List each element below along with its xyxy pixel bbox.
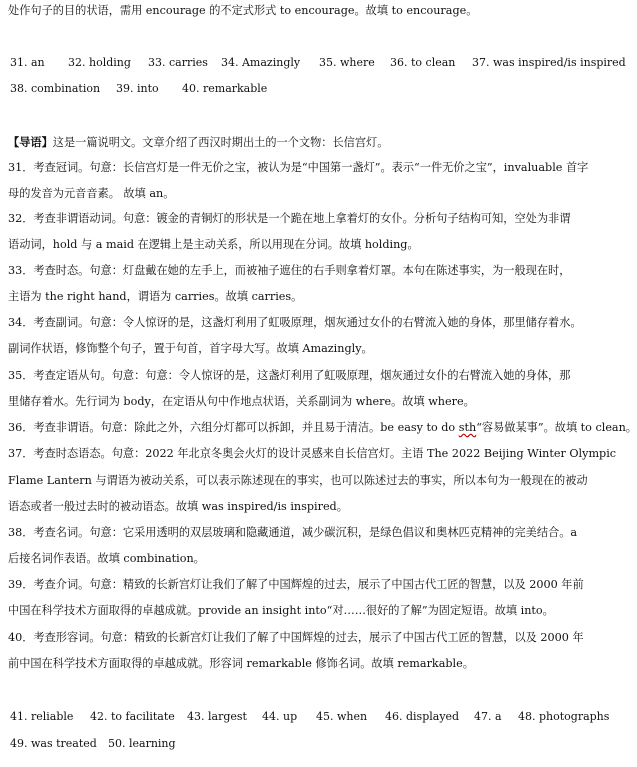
explanation-35-line-1: 35．考查定语从句。句意：句意：令人惊讶的是，这盏灯利用了虹吸原理，烟灰通过女仆的右臂流入她的身体，那 — [8, 369, 571, 382]
explanation-37-line-1: 37．考查时态语态。句意：2022 年北京冬奥会火灯的设计灵感来自长信宫灯。主语 The 2022 Beijing Winter Olympic — [8, 447, 617, 460]
explanation-40-line-1: 40．考查形容词。句意：精致的长新宫灯让我们了解了中国辉煌的过去，展示了中国古代工匠的智慧，以及 2000 年 — [8, 631, 584, 644]
explanation-39-line-1: 39．考查介词。句意：精致的长新宫灯让我们了解了中国辉煌的过去，展示了中国古代工匠的智慧，以及 2000 年前 — [8, 578, 584, 591]
explanation-36-text: 36．考查非谓语。句意：除此之外，六组分灯都可以拆卸，并且易于清洁。be easy to do sth“容易做某事”。故填 to clean。 — [8, 421, 637, 434]
explanation-34-line-1: 34．考查副词。句意：令人惊讶的是，这盏灯利用了虹吸原理，烟灰通过女仆的右臂流入她的身体，那里储存着水。 — [8, 316, 582, 329]
answer-44: 44. up — [262, 710, 298, 723]
answer-33: 33. carries — [148, 56, 208, 69]
guide-line — [8, 135, 611, 150]
explanation-32-line-2: 语动词，hold 与 a maid 在逻辑上是主动关系，所以用现在分词。故填 holding。 — [8, 238, 419, 251]
explanation-37-line-2: Flame Lantern 与谓语为被动关系，可以表示陈述现在的事实，也可以陈述过去的事实，所以本句为一般现在的被动 — [8, 474, 588, 487]
answer-50: 50. learning — [108, 737, 176, 750]
explanation-38-line-2: 后接名词作表语。故填 combination。 — [8, 552, 205, 565]
answer-48: 48. photographs — [518, 710, 610, 723]
answer-47: 47. a — [474, 710, 502, 723]
answer-31: 31. an — [10, 56, 45, 69]
explanation-31-line-1: 31．考查冠词。句意：长信宫灯是一件无价之宝，被认为是“中国第一盏灯”。表示“一件无价之宝”，invaluable 首字 — [8, 161, 589, 174]
explanation-34-line-2: 副词作状语，修饰整个句子，置于句首，首字母大写。故填 Amazingly。 — [8, 342, 373, 355]
explanation-36-line-1 — [8, 421, 637, 435]
answer-46: 46. displayed — [385, 710, 460, 723]
guide-text: 这是一篇说明文。文章介绍了西汉时期出土的一个文物：长信宫灯。 — [52, 136, 389, 149]
answer-37: 37. was inspired/is inspired — [472, 56, 626, 69]
answer-row-3 — [8, 710, 611, 724]
answer-34: 34. Amazingly — [221, 56, 301, 69]
answer-42: 42. to facilitate — [90, 710, 175, 723]
explanation-40-line-2: 前中国在科学技术方面取得的卓越成就。形容词 remarkable 修饰名词。故填 remarkable。 — [8, 657, 474, 670]
explanation-31-line-2: 母的发音为元音音素。 故填 an。 — [8, 187, 175, 200]
explanation-39-line-2: 中国在科学技术方面取得的卓越成就。provide an insight into“对……很好的了解”为固定短语。故填 into。 — [8, 604, 554, 617]
answer-38: 38. combination — [10, 82, 101, 95]
explanation-35-line-2: 里储存着水。先行词为 body，在定语从句中作地点状语，关系副词为 where。故填 where。 — [8, 395, 475, 408]
explanation-33-line-2: 主语为 the right hand，谓语为 carries。故填 carries。 — [8, 290, 303, 303]
answer-40: 40. remarkable — [182, 82, 268, 95]
answer-39: 39. into — [116, 82, 159, 95]
answer-35: 35. where — [319, 56, 375, 69]
answer-row-4 — [8, 737, 611, 751]
answer-row-2 — [8, 82, 611, 96]
explanation-33-line-1: 33．考查时态。句意：灯盘戴在她的左手上，而被袖子遮住的右手则拿着灯罩。本句在陈述事实，为一般现在时， — [8, 264, 571, 277]
explanation-37-line-3: 语态或者一般过去时的被动语态。故填 was inspired/is inspired。 — [8, 500, 348, 513]
answer-45: 45. when — [316, 710, 368, 723]
answer-41: 41. reliable — [10, 710, 74, 723]
answer-49: 49. was treated — [10, 737, 97, 750]
answer-row-1 — [8, 56, 626, 70]
answer-43: 43. largest — [187, 710, 247, 723]
explanation-32-line-1: 32．考查非谓语动词。句意：镀金的青铜灯的形状是一个跪在地上拿着灯的女仆。分析句子结构可知，空处为非谓 — [8, 212, 571, 225]
answer-32: 32. holding — [68, 56, 131, 69]
explanation-38-line-1: 38．考查名词。句意：它采用透明的双层玻璃和隐藏通道，减少碳沉积，是绿色倡议和奥林匹克精神的完美结合。a — [8, 526, 578, 539]
guide-label: 【导语】 — [8, 135, 53, 149]
answer-36: 36. to clean — [390, 56, 456, 69]
wavy-underline-word: sth — [458, 421, 477, 434]
intro-line: 处作句子的目的状语，需用 encourage 的不定式形式 to encourage。故填 to encourage。 — [8, 4, 478, 17]
